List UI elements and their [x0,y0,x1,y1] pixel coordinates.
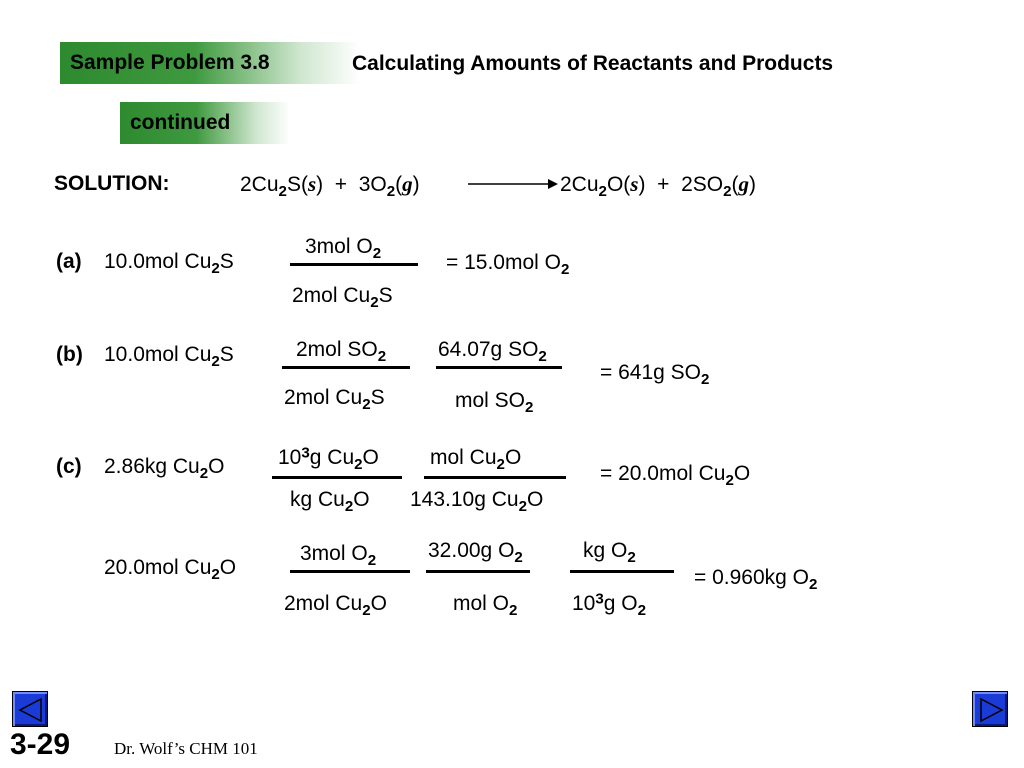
part-a-factor1-numerator: 3mol $O_2$ [305,235,382,262]
part-a-factor1-denominator: 2mol $Cu_2S$ [292,284,393,311]
part-a-label: (a) [56,250,82,273]
fraction-bar [424,476,566,479]
part-c-factor2-numerator: mol $Cu_2O$ [430,446,522,473]
part-b-factor2-numerator: 64.07g $SO_2$ [438,338,547,365]
problem-banner [60,42,360,84]
part-c-result: = 20.0mol $Cu_2O$ [600,462,751,489]
continued-banner [120,102,290,144]
part-c-start: 2.86kg $Cu_2O$ [104,455,225,482]
triangle-right-icon [977,696,1005,724]
part-c2-factor1-numerator: 3mol $O_2$ [300,542,377,569]
triangle-left-icon [17,696,45,724]
part-c2-factor2-numerator: 32.00g $O_2$ [428,539,523,566]
page-title: Calculating Amounts of Reactants and Products [352,52,834,75]
next-slide-button[interactable] [972,691,1008,727]
part-b-label: (b) [56,343,83,366]
part-c2-start: 20.0mol $Cu_2O$ [104,556,237,583]
fraction-bar [290,570,410,573]
fraction-bar [570,570,674,573]
part-c-factor1-denominator: kg $Cu_2O$ [290,488,370,515]
problem-label: Sample Problem 3.8 [70,51,270,74]
equation-products: $2Cu_2O(s) + 2SO_2(g)$ [560,172,756,200]
part-c2-factor2-denominator: mol $O_2$ [453,592,518,619]
page-number: 3-29 [10,728,71,761]
part-a-result: = 15.0mol $O_2$ [446,251,570,278]
part-b-start: 10.0mol $Cu_2S$ [104,343,234,370]
fraction-bar [272,476,402,479]
fraction-bar [426,570,530,573]
part-c-factor2-denominator: 143.10g $Cu_2O$ [410,488,544,515]
part-c2-factor1-denominator: 2mol $Cu_2O$ [284,592,387,619]
part-c-factor1-numerator: $10^3g$ $Cu_2O$ [278,444,379,473]
equation-reactants: $2Cu_2S(s) + 3O_2(g)$ [240,172,420,200]
part-b-factor2-denominator: mol $SO_2$ [455,389,534,416]
part-c2-factor3-denominator: $10^3g$ $O_2$ [572,590,647,619]
part-c2-factor3-numerator: kg $O_2$ [583,539,636,566]
part-a-start: 10.0mol $Cu_2S$ [104,250,234,277]
part-c2-result: = 0.960kg $O_2$ [694,566,818,593]
part-b-result: = 641g $SO_2$ [600,361,710,388]
solution-label: SOLUTION: [54,172,170,195]
continued-label: continued [130,111,231,134]
part-b-factor1-denominator: 2mol $Cu_2S$ [284,386,385,413]
reaction-arrow-icon [468,176,558,192]
fraction-bar [290,263,418,266]
fraction-bar [282,366,410,369]
course-footer: Dr. Wolf’s CHM 101 [114,739,258,758]
prev-slide-button[interactable] [12,691,48,727]
fraction-bar [436,366,562,369]
part-c-label: (c) [56,455,82,478]
part-b-factor1-numerator: 2mol $SO_2$ [296,338,387,365]
